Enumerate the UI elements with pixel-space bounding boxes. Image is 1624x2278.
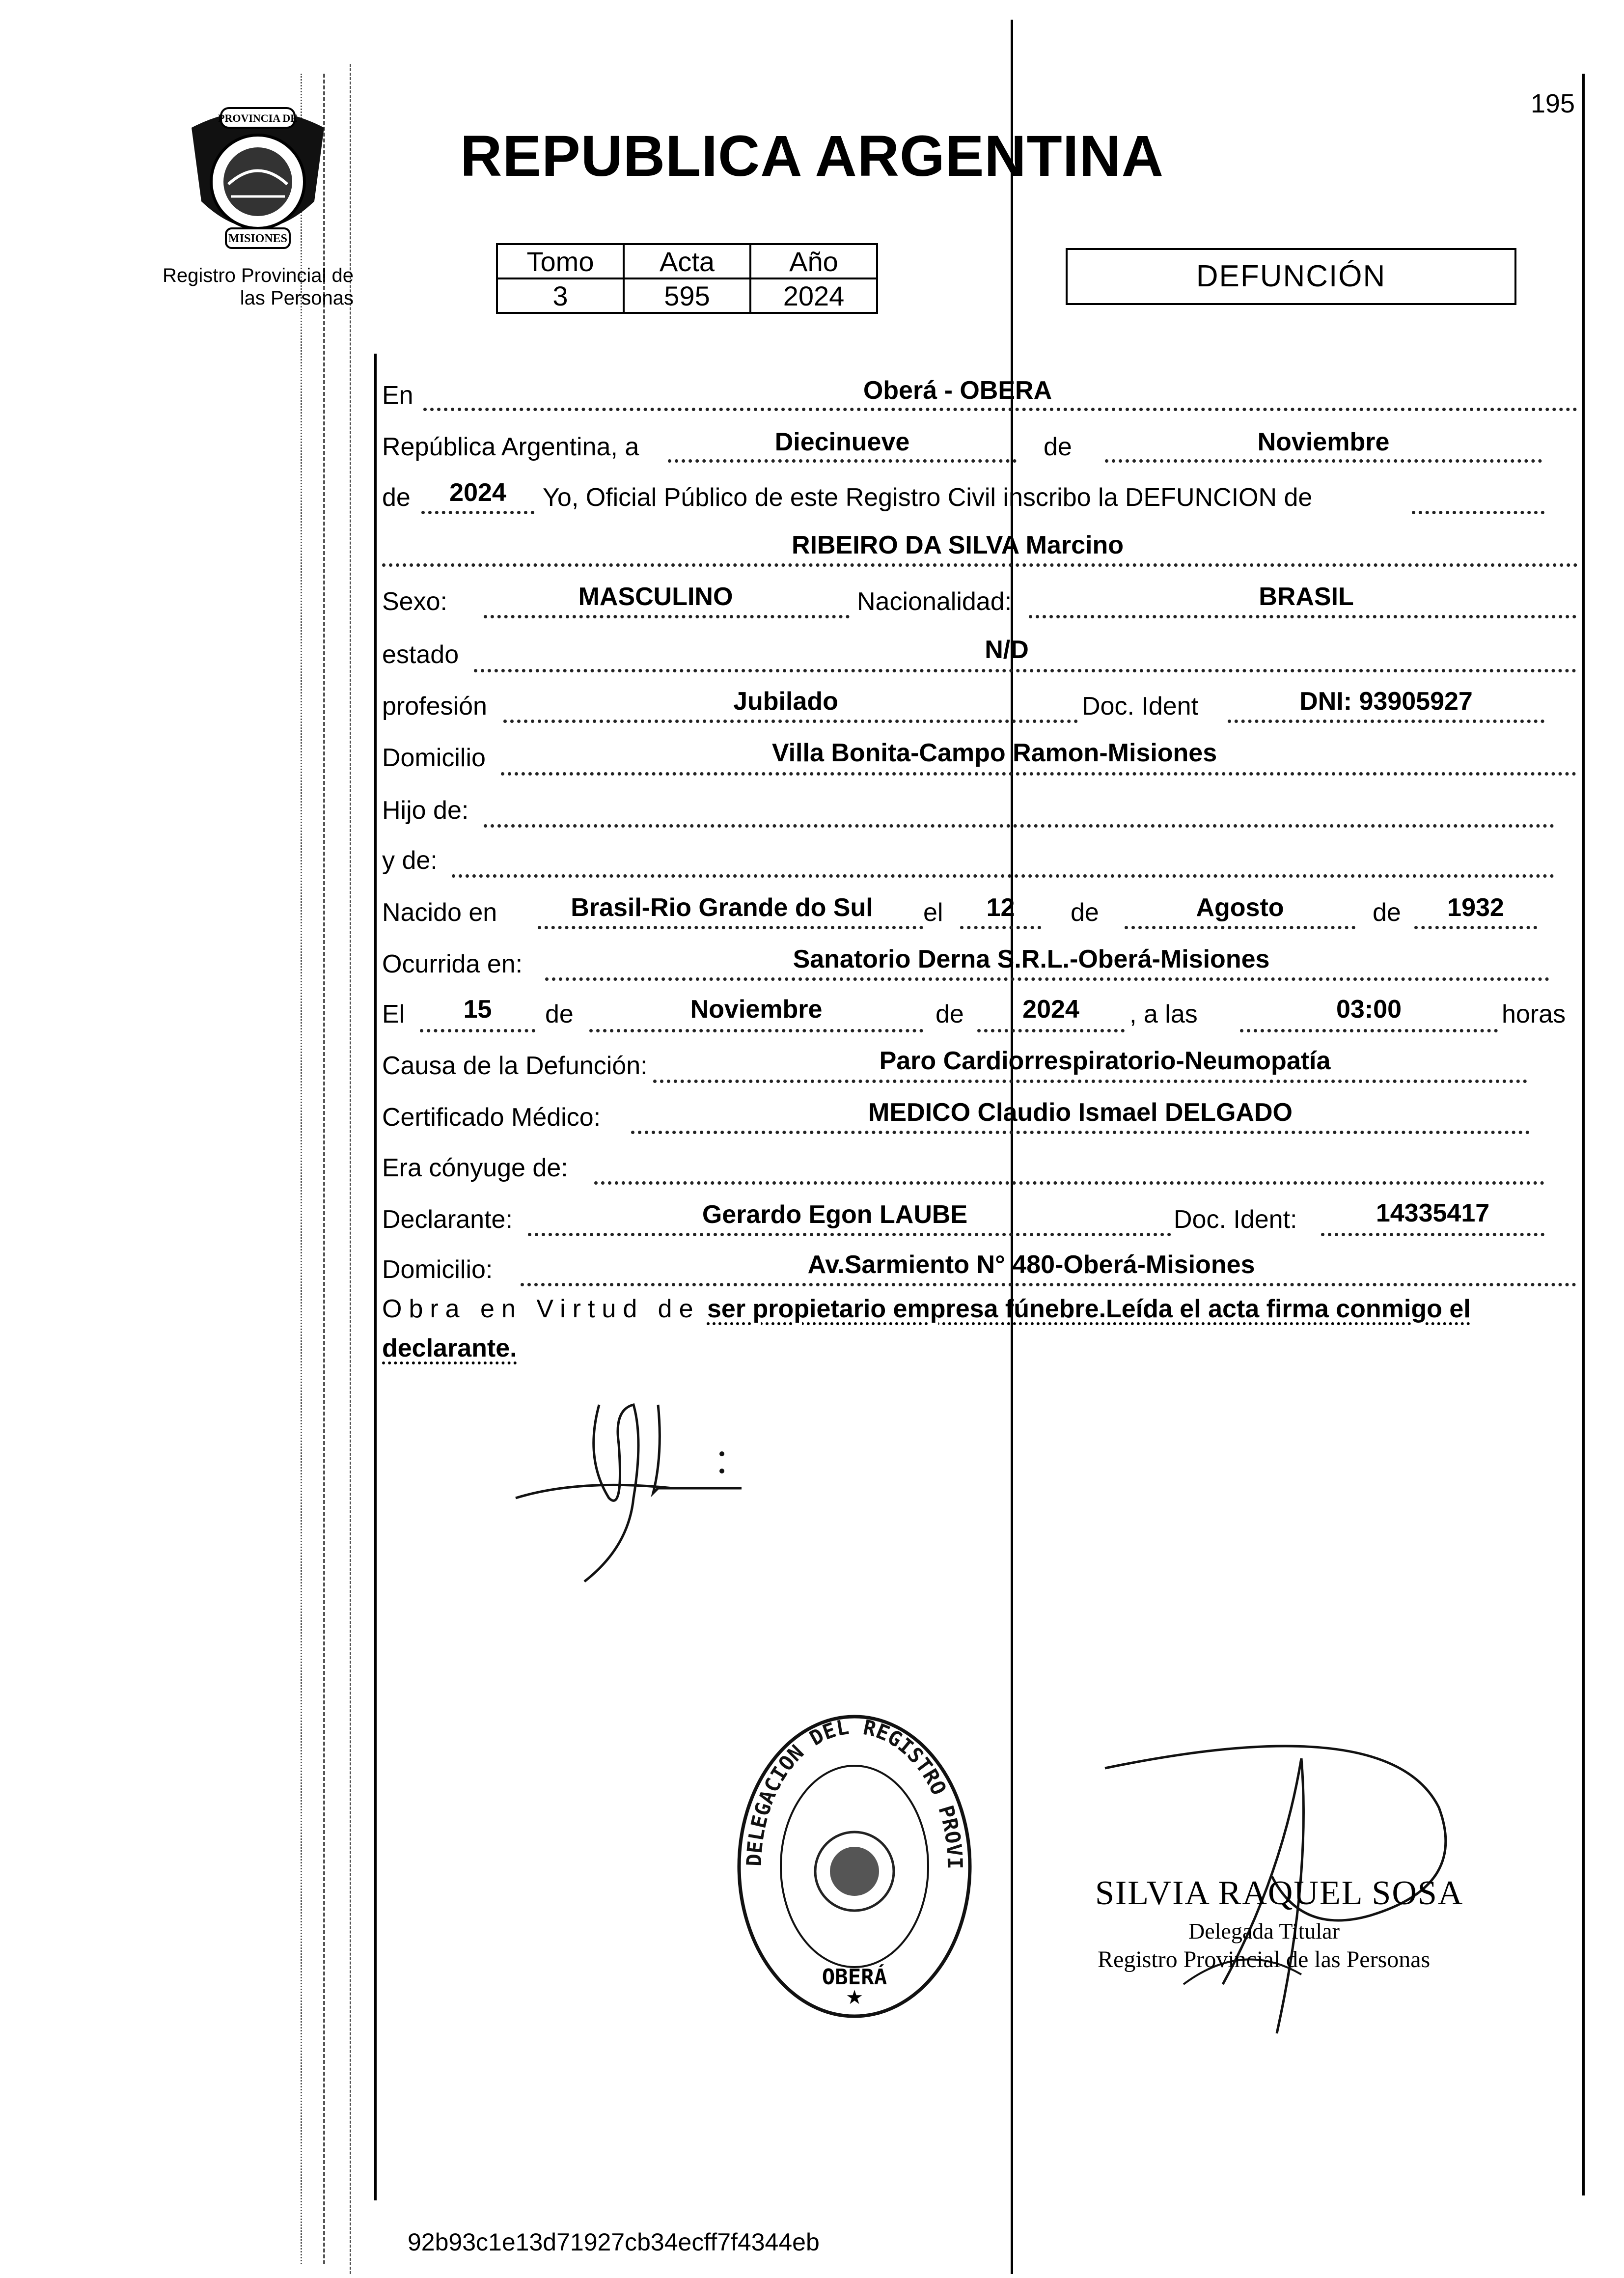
reference-table (496, 243, 878, 314)
republica-label: República Argentina, a (382, 433, 639, 461)
month-dots (1105, 459, 1542, 463)
certificado-dots (631, 1131, 1530, 1134)
document-hash: 92b93c1e13d71927cb34ecff7f4344eb (408, 2228, 820, 2256)
hijo-dots (484, 824, 1554, 828)
death-year: 2024 (1022, 995, 1079, 1024)
domicilio-dots (501, 772, 1576, 776)
left-form-border (374, 354, 377, 2200)
official-role: Delegada Titular (1188, 1918, 1340, 1944)
sexo-value: MASCULINO (578, 583, 733, 611)
death-month-dots (589, 1029, 923, 1032)
de-label-4: de (545, 1000, 574, 1028)
obra-value-line1: ser propietario empresa fúnebre.Leída el acta firma conmigo el (707, 1295, 1471, 1323)
profesion-label: profesión (382, 692, 487, 721)
death-day: 15 (463, 995, 492, 1024)
declarant-signature (511, 1385, 766, 1591)
de-label-5: de (936, 1000, 964, 1028)
domicilio-label-2: Domicilio: (382, 1255, 493, 1284)
profesion-value: Jubilado (733, 687, 838, 716)
de-label-2: de (1071, 898, 1099, 927)
certificado-value: MEDICO Claudio Ismael DELGADO (868, 1098, 1293, 1127)
seal-ring-text: DELEGACION DEL REGISTRO PROVI (742, 1715, 967, 1870)
seal-bottom-text: OBERÁ (822, 1965, 887, 1990)
death-time-dots (1240, 1029, 1498, 1032)
nacido-dots (538, 926, 923, 929)
certificado-label: Certificado Médico: (382, 1103, 601, 1132)
tomo-value: 3 (497, 278, 624, 313)
obra-en-virtud (382, 1289, 1575, 1368)
obra-value-line2: declarante. (382, 1334, 517, 1362)
doc-label-2: Doc. Ident: (1174, 1205, 1297, 1234)
yde-dots (452, 874, 1554, 878)
domicilio-2-dots (521, 1283, 1576, 1286)
registry-label: Registro Provincial de las Personas (162, 265, 354, 309)
birth-day-dots (960, 926, 1041, 929)
domicilio-value: Villa Bonita-Campo Ramon-Misiones (771, 739, 1217, 767)
estado-label: estado (382, 640, 459, 669)
domicilio-value-2: Av.Sarmiento N° 480-Oberá-Misiones (807, 1250, 1255, 1279)
birth-month-dots (1125, 926, 1355, 929)
profesion-dots (503, 720, 1078, 723)
de-label-3: de (1373, 898, 1401, 927)
acta-value: 595 (624, 278, 750, 313)
anio-header: Año (750, 244, 877, 278)
obra-label: Obra en Virtud de (382, 1295, 700, 1323)
official-seal (732, 1709, 977, 2024)
birth-year-dots (1414, 926, 1537, 929)
nacionalidad-dots (1029, 615, 1576, 618)
nacionalidad-label: Nacionalidad: (857, 587, 1012, 616)
left-margin-dashes-3 (350, 64, 351, 2274)
causa-dots (653, 1080, 1527, 1083)
page-title: REPUBLICA ARGENTINA (460, 124, 1164, 189)
declarante-value: Gerardo Egon LAUBE (702, 1200, 968, 1229)
act-type-box: DEFUNCIÓN (1066, 248, 1516, 305)
oficial-dots (1412, 511, 1544, 514)
ocurrida-dots (545, 977, 1549, 981)
sexo-dots (484, 615, 850, 618)
causa-label: Causa de la Defunción: (382, 1052, 648, 1080)
declarante-doc-dots (1321, 1233, 1544, 1236)
left-margin-dashes-2 (323, 74, 325, 2264)
birth-month: Agosto (1196, 893, 1284, 922)
tomo-header: Tomo (497, 244, 624, 278)
anio-value: 2024 (750, 278, 877, 313)
left-margin-dashes (301, 74, 302, 2264)
emblem-bottom-text: MISIONES (228, 232, 288, 245)
name-dots (382, 563, 1578, 567)
death-time: 03:00 (1336, 995, 1402, 1024)
conyuge-label: Era cónyuge de: (382, 1154, 568, 1182)
birth-year: 1932 (1447, 893, 1504, 922)
death-year-dots (977, 1029, 1125, 1032)
nacido-label: Nacido en (382, 898, 497, 927)
acta-header: Acta (624, 244, 750, 278)
day-text: Diecinueve (774, 428, 910, 456)
deceased-name: RIBEIRO DA SILVA Marcino (791, 531, 1124, 559)
death-day-dots (420, 1029, 535, 1032)
en-dots (423, 408, 1577, 411)
el-label-2: El (382, 1000, 405, 1028)
emblem-top-text: PROVINCIA DE (218, 112, 298, 124)
doc-label: Doc. Ident (1082, 692, 1199, 721)
birth-day: 12 (986, 893, 1015, 922)
ocurrida-value: Sanatorio Derna S.R.L.-Oberá-Misiones (793, 945, 1270, 973)
fold-line (1011, 20, 1013, 2274)
official-name: SILVIA RAQUEL SOSA (1095, 1874, 1464, 1912)
causa-value: Paro Cardiorrespiratorio-Neumopatía (879, 1047, 1331, 1075)
domicilio-label: Domicilio (382, 744, 486, 772)
death-month: Noviembre (690, 995, 823, 1024)
oficial-text: Yo, Oficial Público de este Registro Civil inscribo la DEFUNCION de (543, 483, 1313, 512)
estado-dots (474, 669, 1576, 672)
month-text: Noviembre (1257, 428, 1390, 456)
hijo-label: Hijo de: (382, 796, 469, 825)
estado-value: N/D (985, 636, 1029, 664)
year-prefix: de (382, 483, 411, 512)
alas-label: , a las (1129, 1000, 1198, 1028)
de-label: de (1044, 433, 1072, 461)
conyuge-dots (594, 1181, 1544, 1185)
declarante-doc: 14335417 (1376, 1199, 1490, 1227)
nacionalidad-value: BRASIL (1259, 583, 1354, 611)
official-org: Registro Provincial de las Personas (1098, 1946, 1431, 1972)
seal-star-icon: ★ (846, 1987, 863, 2008)
declarante-dots (528, 1233, 1171, 1236)
sexo-label: Sexo: (382, 587, 447, 616)
yde-label: y de: (382, 846, 438, 875)
page-number: 195 (1530, 89, 1575, 118)
year-dots (421, 511, 534, 514)
en-value: Oberá - OBERA (863, 376, 1052, 405)
right-form-border (1582, 74, 1585, 2195)
en-label: En (382, 381, 413, 410)
el-label: el (923, 898, 943, 927)
declarante-label: Declarante: (382, 1205, 513, 1234)
doc-dots (1228, 720, 1544, 723)
doc-value: DNI: 93905927 (1299, 687, 1473, 716)
ocurrida-label: Ocurrida en: (382, 950, 523, 978)
day-dots (668, 459, 1017, 463)
horas-label: horas (1502, 1000, 1566, 1028)
nacido-value: Brasil-Rio Grande do Sul (571, 893, 873, 922)
year-value: 2024 (449, 478, 506, 507)
